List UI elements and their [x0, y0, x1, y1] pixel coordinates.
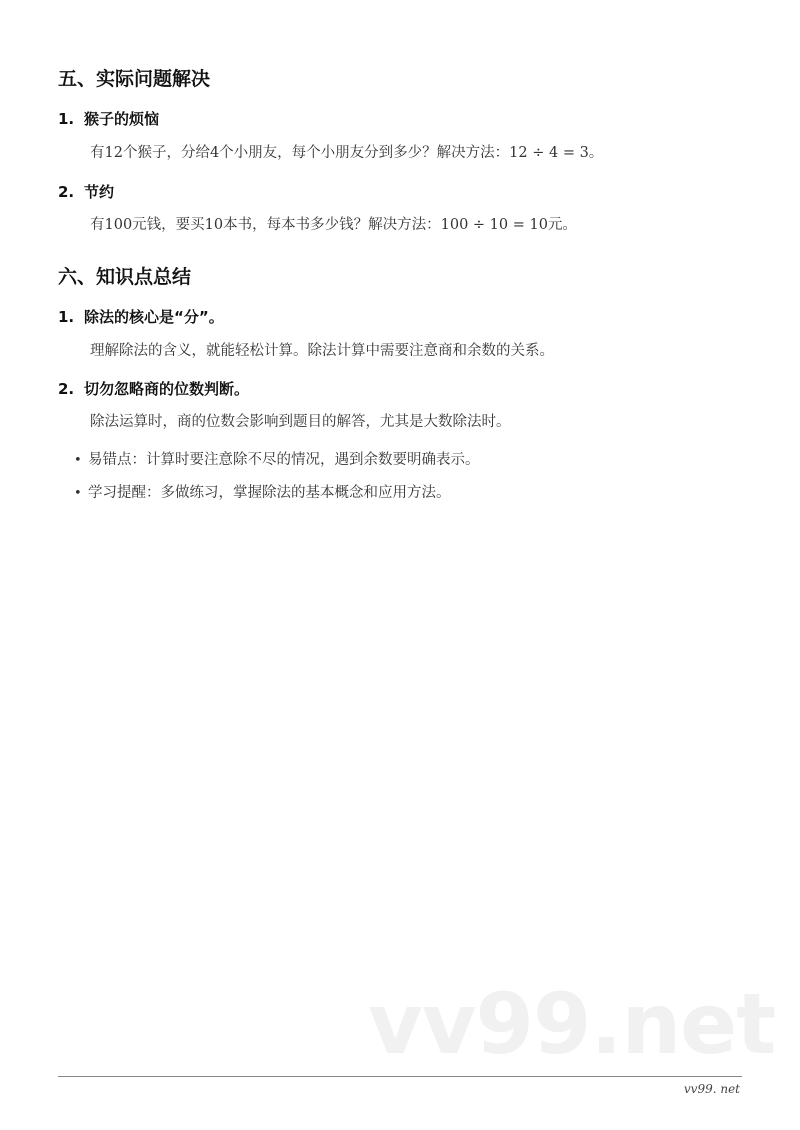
- item-title-text: 猴子的烦恼: [84, 110, 160, 128]
- item-title-text: 除法的核心是“分”。: [84, 308, 224, 326]
- bullet-text: 易错点：计算时要注意除不尽的情况，遇到余数要明确表示。: [88, 452, 480, 468]
- footer-divider: [58, 1076, 742, 1077]
- item-number: 2.: [58, 380, 75, 398]
- footer-site-name: vv99. net: [683, 1082, 740, 1096]
- bullet-text: 学习提醒：多做练习，掌握除法的基本概念和应用方法。: [88, 485, 451, 501]
- item-title-monkey: [58, 108, 159, 129]
- item-number: 1.: [58, 110, 75, 128]
- item-title-saving: [58, 181, 114, 202]
- bullet-dot-icon: •: [74, 453, 82, 468]
- watermark: vv99.net: [368, 975, 776, 1073]
- item-title-division-core: [58, 306, 224, 327]
- bullet-dot-icon: •: [74, 486, 82, 501]
- item-number: 2.: [58, 183, 75, 201]
- item-text-quotient-digits: 除法运算时，商的位数会影响到题目的解答，尤其是大数除法时。: [90, 414, 511, 430]
- section-title-summary: 六、知识点总结: [58, 266, 192, 288]
- bullet-study-tip: [74, 481, 451, 502]
- item-title-quotient-digits: [58, 378, 249, 399]
- item-title-text: 切勿忽略商的位数判断。: [84, 380, 250, 398]
- item-title-text: 节约: [84, 183, 115, 201]
- section-title-practical-problems: 五、实际问题解决: [58, 68, 211, 90]
- item-text-monkey: 有12个猴子，分给4个小朋友，每个小朋友分到多少？解决方法：12 ÷ 4 = 3。: [90, 145, 604, 161]
- bullet-common-mistakes: [74, 448, 480, 469]
- item-text-division-core: 理解除法的含义，就能轻松计算。除法计算中需要注意商和余数的关系。: [90, 343, 554, 359]
- item-number: 1.: [58, 308, 75, 326]
- item-text-saving: 有100元钱，要买10本书，每本书多少钱？解决方法：100 ÷ 10 = 10元。: [90, 217, 577, 233]
